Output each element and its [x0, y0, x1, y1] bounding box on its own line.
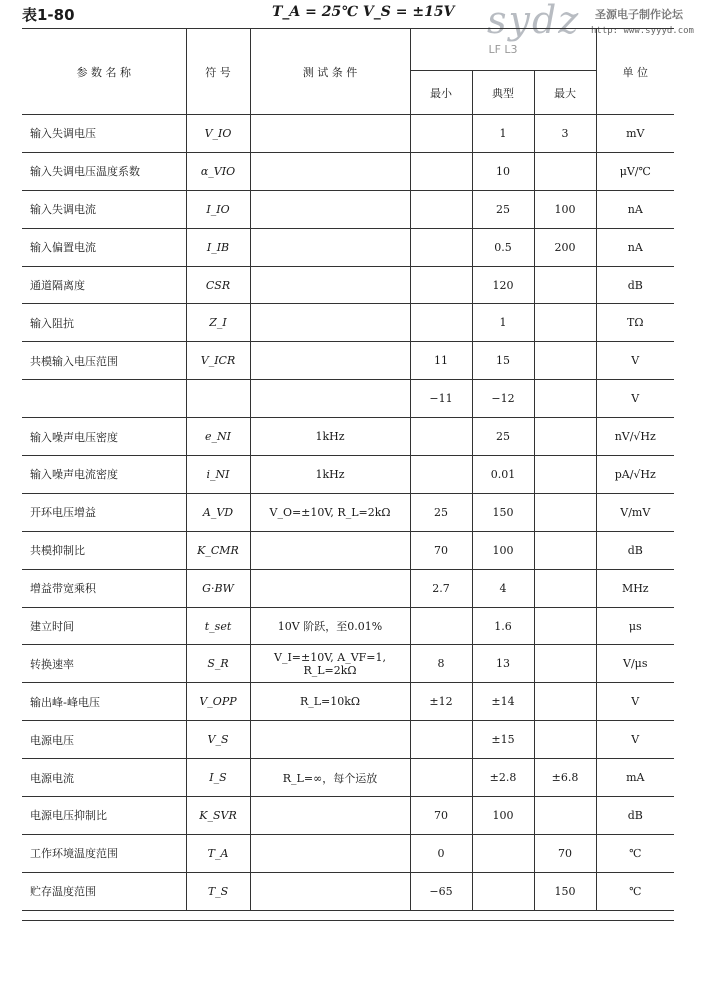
symbol-cell: T_S: [186, 872, 250, 910]
col-header-param: 参 数 名 称: [22, 29, 186, 115]
max-value-cell: [534, 342, 596, 380]
min-value-cell: ±12: [410, 683, 472, 721]
typ-value-cell: ±14: [472, 683, 534, 721]
unit-cell: V: [596, 721, 674, 759]
max-value-cell: [534, 266, 596, 304]
unit-cell: mV: [596, 115, 674, 153]
table-row: [22, 152, 674, 190]
symbol-cell: V_S: [186, 721, 250, 759]
max-value-cell: [534, 607, 596, 645]
typ-value-cell: 4: [472, 569, 534, 607]
symbol-cell: S_R: [186, 645, 250, 683]
test-condition-cell: 1kHz: [250, 418, 410, 456]
symbol-cell: V_OPP: [186, 683, 250, 721]
param-name-cell: 转换速率: [22, 645, 186, 683]
col-header-max: 最大: [534, 71, 596, 115]
test-condition-cell: [250, 834, 410, 872]
table-row: [22, 683, 674, 721]
col-header-test: 测 试 条 件: [250, 29, 410, 115]
table-row: [22, 342, 674, 380]
test-condition-cell: V_O=±10V, R_L=2kΩ: [250, 493, 410, 531]
max-value-cell: 3: [534, 115, 596, 153]
typ-value-cell: 0.01: [472, 456, 534, 494]
param-name-cell: [22, 380, 186, 418]
table-row: [22, 380, 674, 418]
unit-cell: V: [596, 342, 674, 380]
table-row: [22, 266, 674, 304]
table-row: [22, 190, 674, 228]
unit-cell: pA/√Hz: [596, 456, 674, 494]
typ-value-cell: 120: [472, 266, 534, 304]
param-name-cell: 输入失调电压: [22, 115, 186, 153]
spec-table: [22, 28, 674, 911]
symbol-cell: K_CMR: [186, 531, 250, 569]
symbol-cell: i_NI: [186, 456, 250, 494]
min-value-cell: 25: [410, 493, 472, 531]
test-condition-cell: [250, 569, 410, 607]
col-header-unit: 单 位: [596, 29, 674, 115]
unit-cell: V: [596, 380, 674, 418]
col-header-typ: 典型: [472, 71, 534, 115]
param-name-cell: 电源电流: [22, 759, 186, 797]
table-row: [22, 418, 674, 456]
symbol-cell: V_ICR: [186, 342, 250, 380]
symbol-cell: I_IO: [186, 190, 250, 228]
typ-value-cell: 1: [472, 304, 534, 342]
max-value-cell: [534, 645, 596, 683]
symbol-cell: I_IB: [186, 228, 250, 266]
min-value-cell: 70: [410, 797, 472, 835]
max-value-cell: [534, 493, 596, 531]
test-condition-cell: 1kHz: [250, 456, 410, 494]
unit-cell: μs: [596, 607, 674, 645]
table-row: [22, 721, 674, 759]
min-value-cell: [410, 418, 472, 456]
unit-cell: V: [596, 683, 674, 721]
typ-value-cell: 100: [472, 797, 534, 835]
unit-cell: nA: [596, 190, 674, 228]
typ-value-cell: 13: [472, 645, 534, 683]
typ-value-cell: [472, 872, 534, 910]
unit-cell: TΩ: [596, 304, 674, 342]
param-name-cell: 输入阻抗: [22, 304, 186, 342]
symbol-cell: CSR: [186, 266, 250, 304]
max-value-cell: [534, 531, 596, 569]
param-name-cell: 建立时间: [22, 607, 186, 645]
min-value-cell: [410, 721, 472, 759]
table-row: [22, 645, 674, 683]
max-value-cell: [534, 418, 596, 456]
table-row: [22, 872, 674, 910]
table-row: [22, 304, 674, 342]
table-row: [22, 607, 674, 645]
symbol-cell: e_NI: [186, 418, 250, 456]
symbol-cell: t_set: [186, 607, 250, 645]
typ-value-cell: 150: [472, 493, 534, 531]
table-row: [22, 569, 674, 607]
min-value-cell: 0: [410, 834, 472, 872]
min-value-cell: −65: [410, 872, 472, 910]
unit-cell: dB: [596, 797, 674, 835]
max-value-cell: 100: [534, 190, 596, 228]
table-row: [22, 493, 674, 531]
typ-value-cell: 15: [472, 342, 534, 380]
table-row: [22, 115, 674, 153]
unit-cell: nA: [596, 228, 674, 266]
table-row: [22, 759, 674, 797]
unit-cell: dB: [596, 266, 674, 304]
test-condition-cell: [250, 266, 410, 304]
min-value-cell: 2.7: [410, 569, 472, 607]
max-value-cell: 200: [534, 228, 596, 266]
col-header-min: 最小: [410, 71, 472, 115]
unit-cell: V/μs: [596, 645, 674, 683]
min-value-cell: [410, 266, 472, 304]
table-number: 表1-80: [22, 6, 75, 24]
test-condition-cell: R_L=10kΩ: [250, 683, 410, 721]
typ-value-cell: 1.6: [472, 607, 534, 645]
min-value-cell: [410, 190, 472, 228]
test-condition-cell: [250, 228, 410, 266]
symbol-cell: Z_I: [186, 304, 250, 342]
symbol-cell: [186, 380, 250, 418]
test-condition-cell: [250, 304, 410, 342]
table-header-line: [22, 4, 492, 24]
param-name-cell: 通道隔离度: [22, 266, 186, 304]
unit-cell: nV/√Hz: [596, 418, 674, 456]
param-name-cell: 增益带宽乘积: [22, 569, 186, 607]
test-condition-cell: [250, 380, 410, 418]
test-condition-cell: R_L=∞，每个运放: [250, 759, 410, 797]
typ-value-cell: −12: [472, 380, 534, 418]
symbol-cell: G·BW: [186, 569, 250, 607]
symbol-cell: I_S: [186, 759, 250, 797]
symbol-cell: α_VIO: [186, 152, 250, 190]
typ-value-cell: 1: [472, 115, 534, 153]
typ-value-cell: 25: [472, 190, 534, 228]
min-value-cell: −11: [410, 380, 472, 418]
typ-value-cell: 10: [472, 152, 534, 190]
max-value-cell: [534, 152, 596, 190]
max-value-cell: [534, 797, 596, 835]
param-name-cell: 输出峰-峰电压: [22, 683, 186, 721]
max-value-cell: [534, 304, 596, 342]
min-value-cell: 11: [410, 342, 472, 380]
test-condition-cell: [250, 797, 410, 835]
spec-table-body: [22, 115, 674, 911]
param-name-cell: 输入失调电流: [22, 190, 186, 228]
bottom-rule: [22, 920, 674, 921]
param-name-cell: 输入偏置电流: [22, 228, 186, 266]
col-header-group: LF L3: [410, 29, 596, 71]
table-row: [22, 456, 674, 494]
test-condition-cell: [250, 190, 410, 228]
param-name-cell: 电源电压: [22, 721, 186, 759]
min-value-cell: [410, 152, 472, 190]
test-condition-cell: [250, 872, 410, 910]
test-condition-cell: [250, 531, 410, 569]
col-header-symbol: 符 号: [186, 29, 250, 115]
unit-cell: dB: [596, 531, 674, 569]
symbol-cell: T_A: [186, 834, 250, 872]
max-value-cell: [534, 456, 596, 494]
unit-cell: mA: [596, 759, 674, 797]
unit-cell: μV/℃: [596, 152, 674, 190]
table-row: [22, 797, 674, 835]
typ-value-cell: 25: [472, 418, 534, 456]
table-row: [22, 228, 674, 266]
param-name-cell: 开环电压增益: [22, 493, 186, 531]
unit-cell: MHz: [596, 569, 674, 607]
min-value-cell: 70: [410, 531, 472, 569]
min-value-cell: [410, 759, 472, 797]
test-condition-cell: 10V 阶跃，至0.01%: [250, 607, 410, 645]
test-condition-cell: V_I=±10V, A_VF=1, R_L=2kΩ: [250, 645, 410, 683]
typ-value-cell: 100: [472, 531, 534, 569]
min-value-cell: [410, 456, 472, 494]
min-value-cell: [410, 228, 472, 266]
test-condition-cell: [250, 342, 410, 380]
unit-cell: ℃: [596, 872, 674, 910]
watermark-site-name: 圣源电子制作论坛: [595, 8, 683, 21]
max-value-cell: 70: [534, 834, 596, 872]
max-value-cell: [534, 380, 596, 418]
test-condition-cell: [250, 115, 410, 153]
max-value-cell: [534, 569, 596, 607]
param-name-cell: 贮存温度范围: [22, 872, 186, 910]
max-value-cell: ±6.8: [534, 759, 596, 797]
typ-value-cell: [472, 834, 534, 872]
param-name-cell: 电源电压抑制比: [22, 797, 186, 835]
watermark-logo: sydz: [487, 0, 581, 42]
typ-value-cell: 0.5: [472, 228, 534, 266]
symbol-cell: V_IO: [186, 115, 250, 153]
symbol-cell: A_VD: [186, 493, 250, 531]
test-conditions-heading: T_A = 25℃ V_S = ±15V: [272, 4, 455, 20]
max-value-cell: [534, 683, 596, 721]
table-row: [22, 531, 674, 569]
min-value-cell: [410, 304, 472, 342]
symbol-cell: K_SVR: [186, 797, 250, 835]
test-condition-cell: [250, 721, 410, 759]
typ-value-cell: ±2.8: [472, 759, 534, 797]
min-value-cell: 8: [410, 645, 472, 683]
param-name-cell: 输入失调电压温度系数: [22, 152, 186, 190]
watermark-url: http: www.syyyd.com: [591, 26, 694, 36]
unit-cell: V/mV: [596, 493, 674, 531]
max-value-cell: 150: [534, 872, 596, 910]
param-name-cell: 输入噪声电压密度: [22, 418, 186, 456]
min-value-cell: [410, 607, 472, 645]
min-value-cell: [410, 115, 472, 153]
unit-cell: ℃: [596, 834, 674, 872]
test-condition-cell: [250, 152, 410, 190]
max-value-cell: [534, 721, 596, 759]
param-name-cell: 工作环境温度范围: [22, 834, 186, 872]
typ-value-cell: ±15: [472, 721, 534, 759]
param-name-cell: 输入噪声电流密度: [22, 456, 186, 494]
table-row: [22, 834, 674, 872]
param-name-cell: 共模抑制比: [22, 531, 186, 569]
param-name-cell: 共模输入电压范围: [22, 342, 186, 380]
